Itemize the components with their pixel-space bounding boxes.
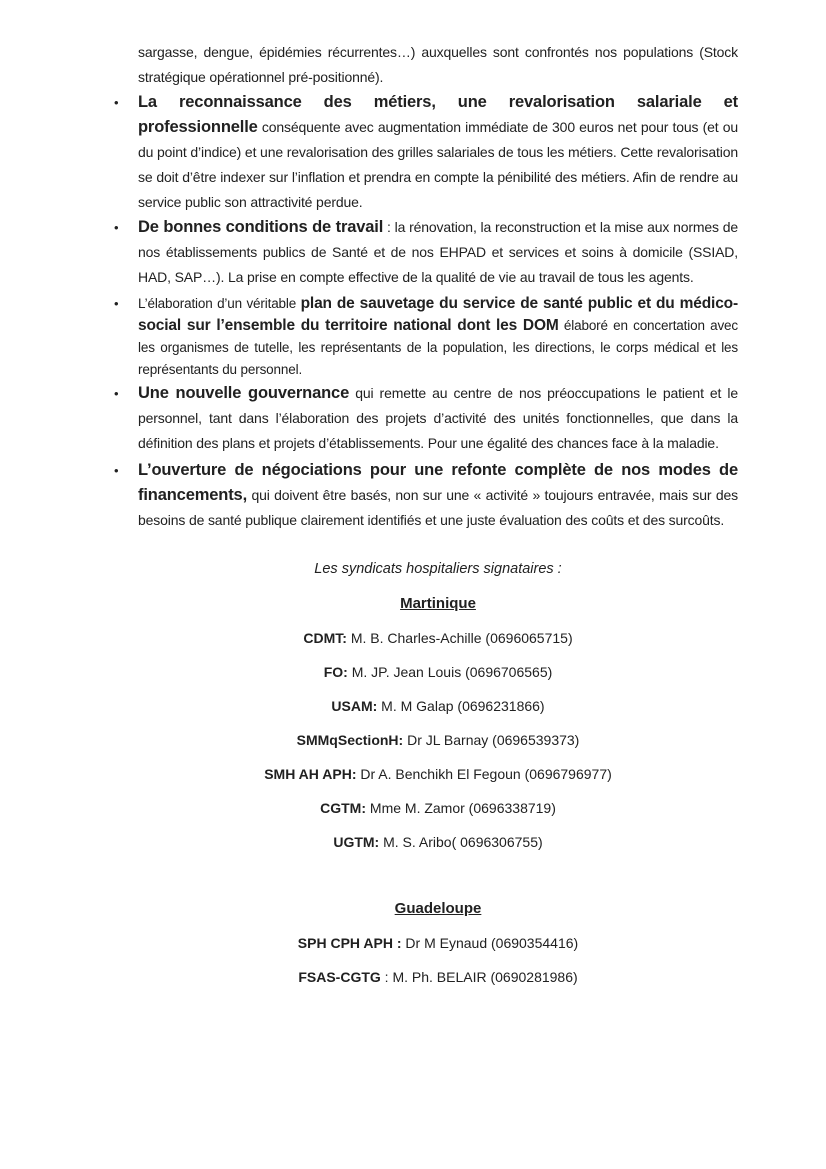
bullet-dot-icon: • bbox=[114, 386, 119, 401]
contact-line bbox=[138, 764, 738, 784]
contact-person: Dr JL Barnay (0696539373) bbox=[407, 732, 580, 748]
bullet-item-working-conditions bbox=[114, 215, 739, 290]
bullet-body-text: élaboré en concertation avec les organismes de tutelle, les représentants de la population, les directions, le corps médical et les représentants du personnel. bbox=[138, 318, 738, 377]
contact-person: M. B. Charles-Achille (0696065715) bbox=[350, 630, 573, 646]
union-name: CGTM: bbox=[320, 800, 367, 816]
signatories-title: Les syndicats hospitaliers signataires : bbox=[314, 561, 562, 577]
contact-line bbox=[138, 696, 738, 716]
contact-line bbox=[138, 832, 738, 852]
union-name: CDMT: bbox=[303, 630, 347, 646]
contact-line bbox=[138, 967, 738, 987]
contact-person: : M. Ph. BELAIR (0690281986) bbox=[384, 969, 578, 985]
contact-person: M. JP. Jean Louis (0696706565) bbox=[351, 664, 553, 680]
region-heading-martinique: Martinique bbox=[400, 595, 476, 612]
union-name: FO: bbox=[323, 664, 348, 680]
bullet-pre-text: L’élaboration d’un véritable bbox=[138, 296, 297, 311]
contact-line bbox=[138, 798, 738, 818]
contact-line bbox=[138, 933, 738, 953]
contact-person: M. M Galap (0696231866) bbox=[381, 698, 545, 714]
bullet-body-text: conséquente avec augmentation immédiate de 300 euros net pour tous (et ou du point d’indice) et une revalorisation des grilles salariales de tous les métiers. Cette revalorisation se doit d’être indexer sur l’inflation et prendra en compte la pénibilité des métiers. Afin de rendre au service public son attractivité perdue. bbox=[138, 119, 738, 210]
region-heading-guadeloupe: Guadeloupe bbox=[394, 900, 482, 917]
bullet-bold-text: Une nouvelle gouvernance bbox=[138, 384, 350, 402]
bullet-bold-text: De bonnes conditions de travail bbox=[138, 218, 384, 236]
union-name: FSAS-CGTG bbox=[298, 969, 381, 985]
bullet-dot-icon: • bbox=[114, 463, 119, 478]
union-name: USAM: bbox=[331, 698, 378, 714]
union-name: SMH AH APH: bbox=[264, 766, 357, 782]
contact-person: Dr M Eynaud (0690354416) bbox=[405, 935, 579, 951]
contact-line bbox=[138, 662, 738, 682]
paragraph-continuation: sargasse, dengue, épidémies récurrentes…) auxquelles sont confrontés nos populations (Stock stratégique opérationnel pré-positionné). bbox=[138, 44, 738, 85]
bullet-item-recognition bbox=[114, 90, 738, 215]
bullet-item-rescue-plan bbox=[114, 293, 739, 381]
union-name: SPH CPH APH : bbox=[297, 935, 402, 951]
contact-person: Dr A. Benchikh El Fegoun (0696796977) bbox=[360, 766, 612, 782]
bullet-item-financing-negotiations bbox=[114, 458, 738, 533]
contact-line bbox=[138, 730, 738, 750]
contact-person: M. S. Aribo( 0696306755) bbox=[383, 834, 543, 850]
bullet-body-text: qui remette au centre de nos préoccupations le patient et le personnel, tant dans l’élaboration des projets d’activité des unités fonctionnelles, que dans la définition des plans et projets d’établissements. Pour une égalité des chances face à la maladie. bbox=[138, 385, 738, 451]
contact-person: Mme M. Zamor (0696338719) bbox=[369, 800, 556, 816]
bullet-bold-text: plan de sauvetage du service de santé public et du médico-social sur l’ensemble du territoire national dont les DOM bbox=[138, 295, 739, 334]
bullet-dot-icon: • bbox=[114, 95, 119, 110]
union-name: SMMqSectionH: bbox=[296, 732, 404, 748]
bullet-item-governance bbox=[114, 381, 738, 456]
bullet-dot-icon: • bbox=[114, 220, 119, 235]
union-name: UGTM: bbox=[333, 834, 380, 850]
bullet-dot-icon: • bbox=[114, 296, 119, 311]
bullet-bold-text: La reconnaissance des métiers, une revalorisation salariale et professionnelle bbox=[138, 93, 738, 136]
bullet-body-text: qui doivent être basés, non sur une « activité » toujours entravée, mais sur des besoins de santé publique clairement identifiés et une juste évaluation des coûts et des surcoûts. bbox=[138, 487, 738, 528]
contact-line bbox=[138, 628, 738, 648]
bullet-bold-text: L’ouverture de négociations pour une refonte complète de nos modes de financements, bbox=[138, 461, 738, 504]
bullet-body-text: : la rénovation, la reconstruction et la mise aux normes de nos établissements publics de Santé et de nos EHPAD et services et soins à domicile (SSIAD, HAD, SAP…). La prise en compte effective de la qualité de vie au travail de tous les agents. bbox=[138, 219, 739, 285]
